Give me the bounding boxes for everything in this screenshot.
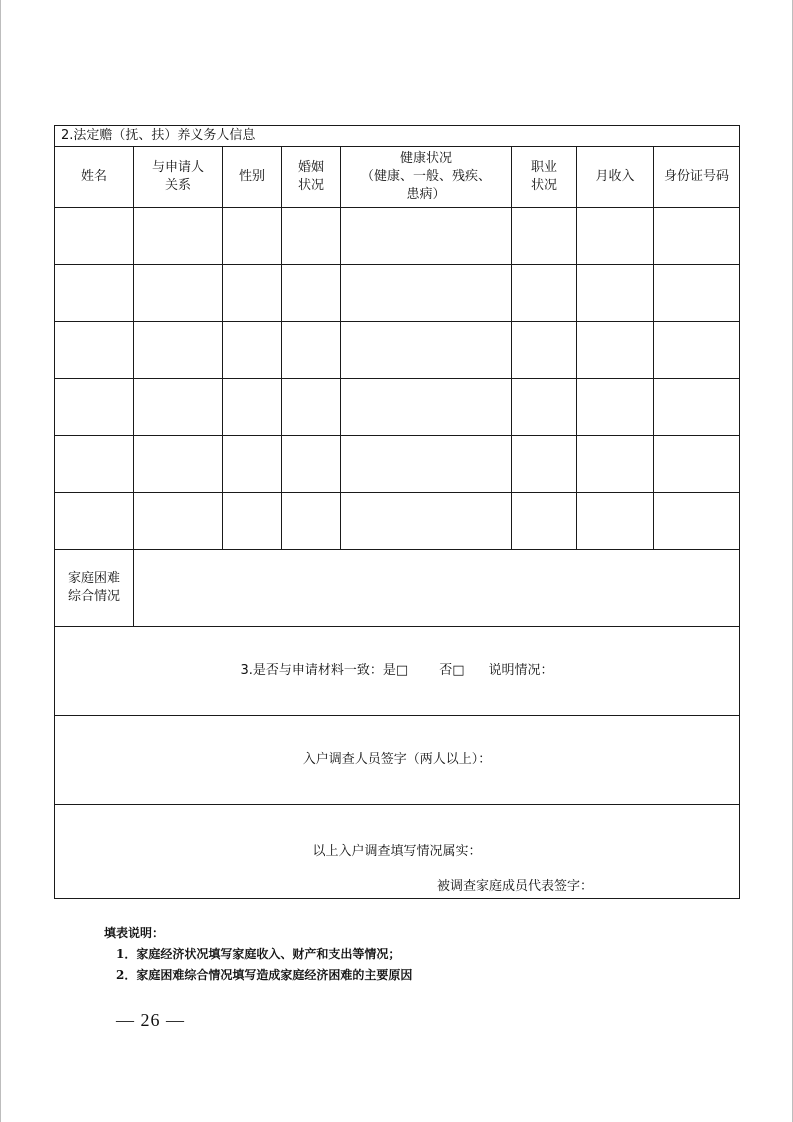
filling-notes: [104, 923, 412, 986]
cell-marriage[interactable]: [282, 493, 341, 550]
cell-gender[interactable]: [223, 436, 282, 493]
cell-id-number[interactable]: [654, 493, 740, 550]
header-income: 月收入: [577, 147, 654, 208]
cell-occupation[interactable]: [512, 265, 577, 322]
cell-name[interactable]: [55, 208, 134, 265]
note-item: 1．家庭经济状况填写家庭收入、财产和支出等情况；: [116, 947, 401, 961]
obligor-info-form-table: [54, 125, 740, 899]
table-row: [55, 436, 740, 493]
cell-id-number[interactable]: [654, 379, 740, 436]
cell-name[interactable]: [55, 493, 134, 550]
difficulty-row: [55, 550, 740, 627]
cell-name[interactable]: [55, 379, 134, 436]
cell-occupation[interactable]: [512, 208, 577, 265]
cell-relation[interactable]: [134, 436, 223, 493]
no-checkbox[interactable]: □: [452, 663, 465, 678]
yes-checkbox[interactable]: □: [395, 663, 409, 678]
cell-id-number[interactable]: [654, 208, 740, 265]
cell-name[interactable]: [55, 265, 134, 322]
explanation-label: 说明情况：: [488, 663, 554, 678]
header-gender: 性别: [223, 147, 282, 208]
cell-income[interactable]: [577, 322, 654, 379]
yes-label: 是: [382, 663, 396, 678]
cell-marriage[interactable]: [282, 379, 341, 436]
header-marriage: 婚姻 状况: [282, 147, 341, 208]
table-header-row: [55, 147, 740, 208]
cell-health[interactable]: [341, 322, 512, 379]
cell-occupation[interactable]: [512, 379, 577, 436]
cell-health[interactable]: [341, 379, 512, 436]
consistency-cell: [55, 627, 740, 716]
cell-health[interactable]: [341, 436, 512, 493]
truth-label: 以上入户调查填写情况属实：: [312, 843, 482, 859]
cell-gender[interactable]: [223, 493, 282, 550]
cell-id-number[interactable]: [654, 436, 740, 493]
cell-marriage[interactable]: [282, 322, 341, 379]
cell-occupation[interactable]: [512, 493, 577, 550]
investigators-label: 入户调查人员签字（两人以上）：: [302, 752, 492, 767]
header-health: 健康状况 （健康、一般、残疾、 患病）: [341, 147, 512, 208]
cell-health[interactable]: [341, 493, 512, 550]
cell-id-number[interactable]: [654, 265, 740, 322]
truth-cell[interactable]: [55, 805, 740, 899]
difficulty-value[interactable]: [134, 550, 740, 627]
cell-relation[interactable]: [134, 265, 223, 322]
cell-income[interactable]: [577, 265, 654, 322]
page-number: — 26 —: [116, 1010, 185, 1030]
cell-name[interactable]: [55, 436, 134, 493]
cell-marriage[interactable]: [282, 436, 341, 493]
notes-title: 填表说明：: [104, 926, 165, 940]
cell-relation[interactable]: [134, 493, 223, 550]
investigators-cell[interactable]: [55, 716, 740, 805]
page-edge-left: [0, 0, 1, 1122]
section-2-title: 2.法定赡（抚、扶）养义务人信息: [55, 126, 740, 147]
table-row: [55, 265, 740, 322]
cell-marriage[interactable]: [282, 265, 341, 322]
cell-gender[interactable]: [223, 379, 282, 436]
header-name: 姓名: [55, 147, 134, 208]
table-row: [55, 322, 740, 379]
table-row: [55, 379, 740, 436]
cell-gender[interactable]: [223, 208, 282, 265]
difficulty-label: 家庭困难 综合情况: [55, 550, 134, 627]
cell-relation[interactable]: [134, 208, 223, 265]
cell-name[interactable]: [55, 322, 134, 379]
table-row: [55, 208, 740, 265]
header-id-number: 身份证号码: [654, 147, 740, 208]
cell-health[interactable]: [341, 208, 512, 265]
cell-gender[interactable]: [223, 265, 282, 322]
table-row: [55, 493, 740, 550]
family-rep-signature-label: 被调查家庭成员代表签字：: [437, 879, 594, 894]
cell-id-number[interactable]: [654, 322, 740, 379]
header-relation: 与申请人 关系: [134, 147, 223, 208]
cell-income[interactable]: [577, 208, 654, 265]
cell-income[interactable]: [577, 493, 654, 550]
cell-occupation[interactable]: [512, 436, 577, 493]
cell-income[interactable]: [577, 436, 654, 493]
consistency-row: [55, 627, 740, 716]
note-item: 2．家庭困难综合情况填写造成家庭经济困难的主要原因: [116, 968, 413, 982]
cell-income[interactable]: [577, 379, 654, 436]
cell-occupation[interactable]: [512, 322, 577, 379]
cell-relation[interactable]: [134, 322, 223, 379]
cell-relation[interactable]: [134, 379, 223, 436]
header-occupation: 职业 状况: [512, 147, 577, 208]
cell-health[interactable]: [341, 265, 512, 322]
truth-row: [55, 805, 740, 899]
consistency-prefix: 3.是否与申请材料一致：: [240, 663, 383, 678]
cell-marriage[interactable]: [282, 208, 341, 265]
no-label: 否: [439, 663, 453, 678]
cell-gender[interactable]: [223, 322, 282, 379]
investigators-row: [55, 716, 740, 805]
